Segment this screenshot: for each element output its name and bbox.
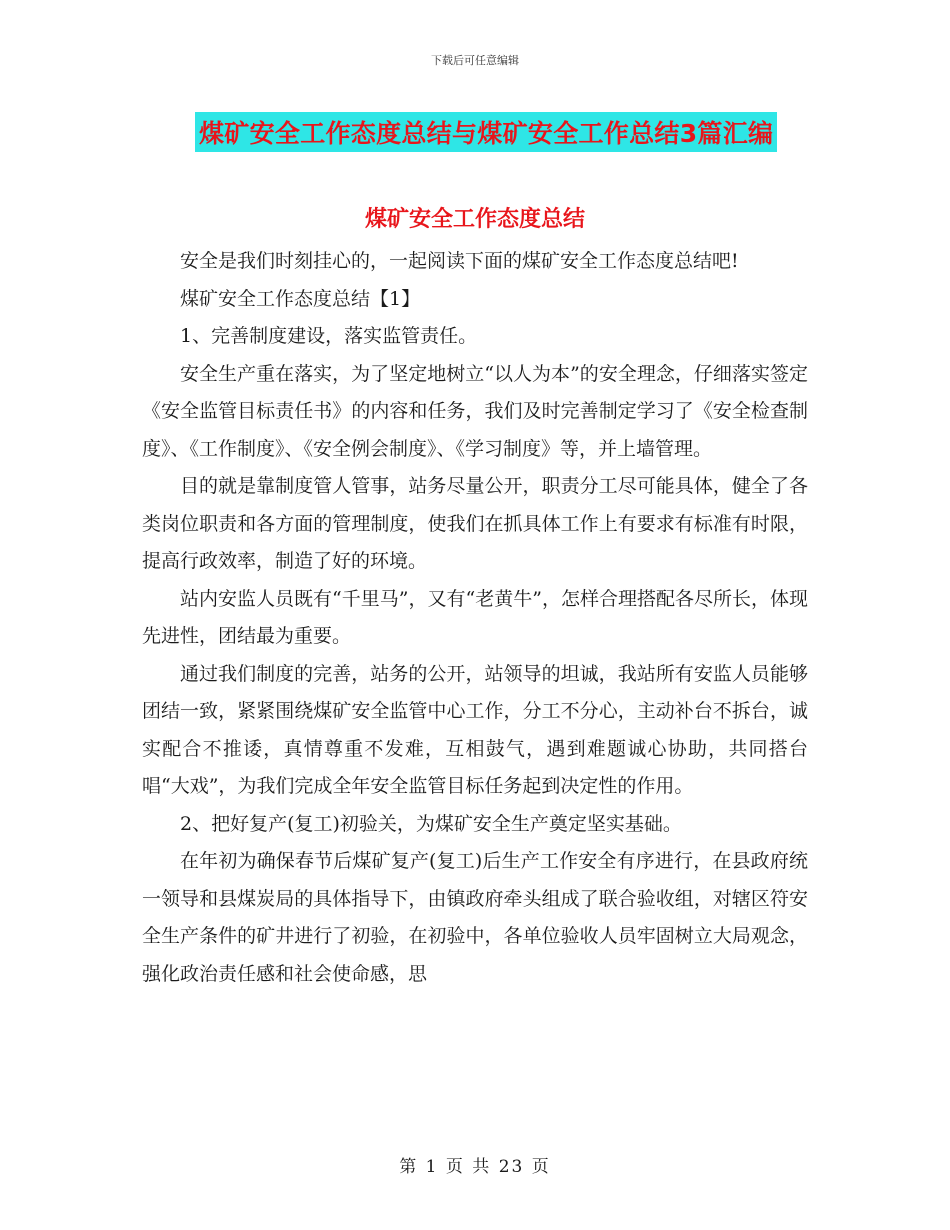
- paragraph: 2、把好复产(复工)初验关，为煤矿安全生产奠定坚实基础。: [180, 812, 682, 835]
- paragraph: 站内安监人员既有“千里马”，又有“老黄牛”，怎样合理搭配各尽所长，体现先进性，团结最为重要。: [142, 587, 808, 647]
- section-title: 煤矿安全工作态度总结: [364, 207, 585, 232]
- body-text: [142, 243, 808, 993]
- paragraph: 安全是我们时刻挂心的，一起阅读下面的煤矿安全工作态度总结吧!: [180, 250, 739, 272]
- paragraph: 在年初为确保春节后煤矿复产(复工)后生产工作安全有序进行，在县政府统一领导和县煤炭局的具体指导下，由镇政府牵头组成了联合验收组，对辖区符安全生产条件的矿井进行了初验，在初验中，各单位验收人员牢固树立大局观念，强化政治责任感和社会使命感，思: [142, 850, 808, 985]
- paragraph: 安全生产重在落实，为了坚定地树立“以人为本”的安全理念，仔细落实签定《安全监管目标责任书》的内容和任务，我们及时完善制定学习了《安全检查制度》、《工作制度》、《安全例会制度》、《学习制度》等，并上墙管理。: [142, 362, 808, 460]
- paragraph: 煤矿安全工作态度总结【1】: [180, 287, 421, 310]
- paragraph: 通过我们制度的完善，站务的公开，站领导的坦诚，我站所有安监人员能够团结一致，紧紧围绕煤矿安全监管中心工作，分工不分心，主动补台不拆台，诚实配合不推诿，真情尊重不发难，互相鼓气，遇到难题诚心协助，共同搭台唱“大戏”，为我们完成全年安全监管目标任务起到决定性的作用。: [142, 662, 808, 797]
- paragraph: 目的就是靠制度管人管事，站务尽量公开，职责分工尽可能具体，健全了各类岗位职责和各方面的管理制度，使我们在抓具体工作上有要求有标准有时限，提高行政效率，制造了好的环境。: [142, 475, 808, 572]
- paragraph: 1、完善制度建设，落实监管责任。: [180, 325, 478, 347]
- document-main-title: 煤矿安全工作态度总结与煤矿安全工作总结3篇汇编: [195, 112, 777, 152]
- header-note: 下载后可任意编辑: [431, 54, 519, 67]
- page-footer: 第 1 页 共 23 页: [399, 1157, 551, 1177]
